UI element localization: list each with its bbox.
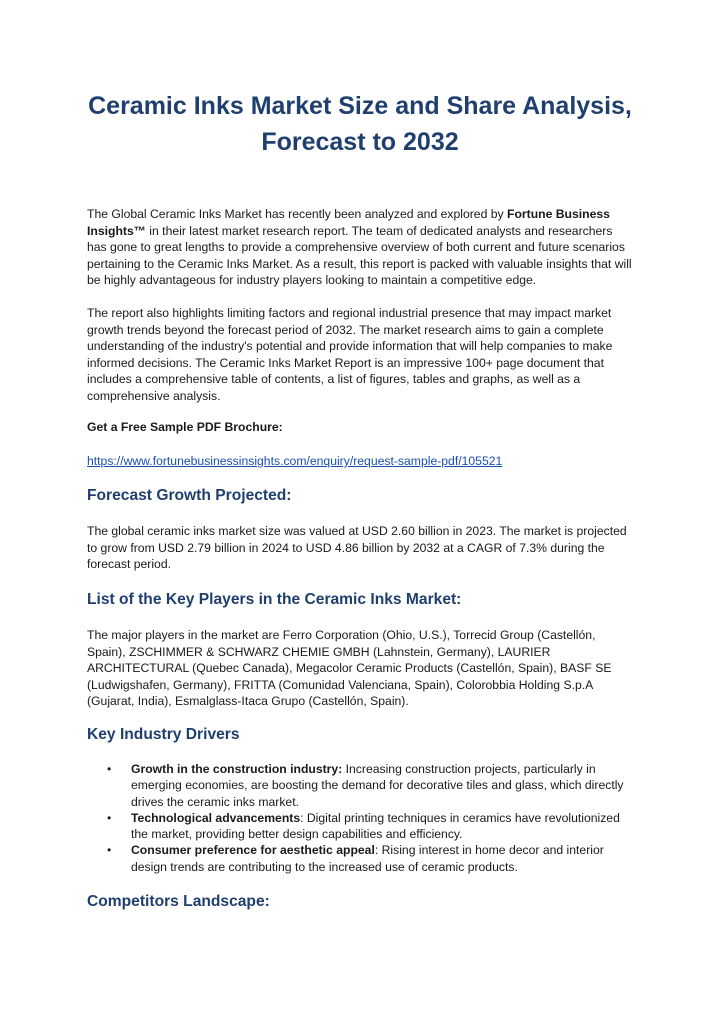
- title-line-1: Ceramic Inks Market Size and Share Analysis,: [88, 92, 632, 120]
- list-item: [105, 842, 637, 875]
- driver-label: Technological advancements: [131, 810, 301, 825]
- intro-text-start: The Global Ceramic Inks Market has recently been analyzed and explored by: [87, 207, 508, 221]
- report-paragraph: The report also highlights limiting factors and regional industrial presence that may impact market growth trends beyond the forecast period of 2032. The market research aims to gain a complete understanding of the industry's potential and provide information that will help companies to make informed decisions. The Ceramic Inks Market Report is an impressive 100+ page document that includes a comprehensive table of contents, a list of figures, tables and graphs, as well as a comprehensive analysis.: [87, 306, 613, 403]
- key-players-heading: List of the Key Players in the Ceramic Inks Market:: [87, 591, 462, 608]
- drivers-list: [105, 761, 637, 875]
- competitors-heading: Competitors Landscape:: [87, 893, 270, 910]
- bullet-icon: •: [107, 843, 112, 858]
- intro-paragraph: [87, 206, 635, 289]
- list-item: [105, 810, 637, 843]
- title-line-2: Forecast to 2032: [261, 128, 459, 156]
- driver-text: : Rising interest in home decor and interior design trends are contributing to the increased use of ceramic products.: [131, 843, 604, 874]
- brand-name: Fortune Business Insights™: [87, 207, 610, 238]
- forecast-paragraph: The global ceramic inks market size was valued at USD 2.60 billion in 2023. The market is projected to grow from USD 2.79 billion in 2024 to USD 4.86 billion by 2032 at a CAGR of 7.3% during the forecast period.: [87, 524, 627, 572]
- drivers-heading: Key Industry Drivers: [87, 726, 240, 743]
- page-title: [60, 88, 660, 160]
- bullet-icon: •: [107, 762, 112, 776]
- driver-text: : Digital printing techniques in ceramics have revolutionized the market, providing better design capabilities and efficiency.: [131, 810, 620, 842]
- key-players-paragraph: The major players in the market are Ferro Corporation (Ohio, U.S.), Torrecid Group (Castellón, Spain), ZSCHIMMER & SCHWARZ CHEMIE GMBH (Lahnstein, Germany), LAURIER ARCHITECTURAL (Quebec Canada), Megacolor Ceramic Products (Castellón, Spain), BASF SE (Ludwigshafen, Germany), FRITTA (Comunidad Valenciana, Spain), Colorobbia Holding S.p.A (Gujarat, India), Esmalglass-Itaca Grupo (Castellón, Spain).: [87, 628, 612, 709]
- driver-label: Consumer preference for aesthetic appeal: [131, 843, 375, 858]
- sample-label: Get a Free Sample PDF Brochure:: [87, 420, 283, 434]
- list-item: [105, 761, 637, 810]
- intro-text-end: in their latest market research report. The team of dedicated analysts and researchers has gone to great lengths to provide a comprehensive overview of both current and future scenarios pertaining to the Ceramic Inks Market. As a result, this report is packed with valuable insights that will be highly advantageous for industry players looking to maintain a competitive edge.: [87, 223, 632, 288]
- sample-pdf-link[interactable]: https://www.fortunebusinessinsights.com/enquiry/request-sample-pdf/105521: [87, 454, 503, 468]
- forecast-heading: Forecast Growth Projected:: [87, 487, 292, 504]
- bullet-icon: •: [107, 810, 112, 825]
- driver-text: Increasing construction projects, particularly in emerging economies, are boosting the demand for decorative tiles and glass, which directly drives the ceramic inks market.: [131, 762, 624, 809]
- driver-label: Growth in the construction industry:: [131, 762, 343, 776]
